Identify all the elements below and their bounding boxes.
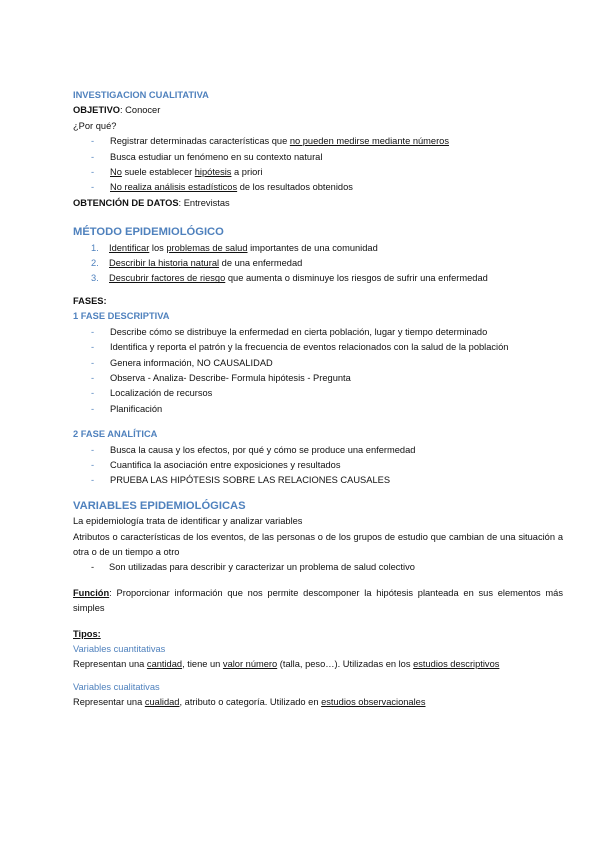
- variables-list: [73, 560, 563, 575]
- dash-marker: -: [91, 357, 95, 368]
- dash-marker: -: [91, 182, 95, 193]
- dash-marker: -: [91, 459, 95, 470]
- list-item: - No suele establecer hipótesis a priori: [73, 165, 563, 180]
- fase-descriptiva-list: [73, 325, 563, 417]
- dash-marker: -: [91, 372, 95, 383]
- tipos-label: Tipos:: [73, 628, 101, 639]
- list-item: - Cuantifica la asociación entre exposiciones y resultados: [73, 458, 563, 473]
- metodo-list: [73, 241, 563, 287]
- dash-marker: -: [91, 326, 95, 337]
- cualitativa-title: INVESTIGACION CUALITATIVA: [73, 90, 209, 100]
- list-item: 1. Identificar los problemas de salud importantes de una comunidad: [91, 242, 378, 253]
- cuantitativas-title: Variables cuantitativas: [73, 644, 166, 654]
- list-item: - Localización de recursos: [73, 386, 563, 401]
- dash-marker: -: [91, 403, 95, 414]
- list-item: - Identifica y reporta el patrón y la frecuencia de eventos relacionados con la salud de la población: [73, 340, 563, 355]
- dash-marker: -: [91, 167, 95, 178]
- list-item: - Registrar determinadas características que no pueden medirse mediante números: [73, 134, 563, 149]
- funcion-label: Función: [73, 587, 110, 598]
- dash-marker: -: [91, 444, 95, 455]
- cualitativas-text: Representar una cualidad, atributo o categoría. Utilizado en estudios observacionales: [73, 697, 426, 708]
- funcion-text: : Proporcionar información que nos permite descomponer la hipótesis planteada en sus elementos más simples: [73, 587, 563, 614]
- fase-analitica-list: [73, 443, 563, 489]
- variables-title: VARIABLES EPIDEMIOLÓGICAS: [73, 499, 246, 512]
- metodo-title: MÉTODO EPIDEMIOLÓGICO: [73, 226, 224, 239]
- fase-analitica-title: 2 FASE ANALÍTICA: [73, 429, 158, 440]
- variables-line1: La epidemiología trata de identificar y analizar variables: [73, 516, 303, 527]
- dash-marker: -: [91, 388, 95, 399]
- list-item: - Busca la causa y los efectos, por qué y cómo se produce una enfermedad: [73, 443, 563, 458]
- porque-line: ¿Por qué?: [73, 120, 117, 131]
- objetivo-line: [73, 103, 563, 118]
- dash-marker: -: [91, 151, 95, 162]
- list-item: - No realiza análisis estadísticos de los resultados obtenidos: [73, 180, 563, 195]
- list-item: 2. Describir la historia natural de una enfermedad: [91, 258, 303, 269]
- list-item: - Genera información, NO CAUSALIDAD: [73, 356, 563, 371]
- dash-marker: -: [91, 562, 95, 573]
- objetivo-value: : Conocer: [120, 105, 161, 116]
- cualitativa-list: [73, 134, 563, 196]
- list-item: - Describe cómo se distribuye la enfermedad en cierta población, lugar y tiempo determinado: [73, 325, 563, 340]
- funcion-paragraph: [73, 586, 563, 617]
- list-item: - Planificación: [73, 402, 563, 417]
- fases-label: FASES:: [73, 295, 107, 306]
- cualitativas-title: Variables cualitativas: [73, 681, 160, 692]
- dash-marker: -: [91, 342, 95, 353]
- variables-line2: Atributos o características de los eventos, de las personas o de los grupos de estudio que cambian de una situación a otra o de un tiempo a otro: [73, 531, 563, 557]
- document-page: [73, 88, 563, 711]
- obtencion-value: : Entrevistas: [178, 197, 230, 208]
- list-item: - Busca estudiar un fenómeno en su contexto natural: [73, 150, 563, 165]
- obtencion-line: [73, 196, 563, 211]
- objetivo-label: OBJETIVO: [73, 105, 121, 116]
- tipos-line: [73, 627, 563, 642]
- fase-descriptiva-title: 1 FASE DESCRIPTIVA: [73, 311, 170, 322]
- list-item: - PRUEBA LAS HIPÓTESIS SOBRE LAS RELACIONES CAUSALES: [73, 473, 563, 488]
- list-item: 3. Descubrir factores de riesgo que aumenta o disminuye los riesgos de sufrir una enfermedad: [91, 273, 488, 284]
- dash-marker: -: [91, 136, 95, 147]
- list-item: - Observa - Analiza- Describe- Formula hipótesis - Pregunta: [73, 371, 563, 386]
- dash-marker: -: [91, 475, 95, 486]
- obtencion-label: OBTENCIÓN DE DATOS: [73, 197, 179, 208]
- list-item: - Son utilizadas para describir y caracterizar un problema de salud colectivo: [73, 560, 563, 575]
- cuantitativas-text: Representan una cantidad, tiene un valor número (talla, peso…). Utilizadas en los estudios descriptivos: [73, 659, 500, 670]
